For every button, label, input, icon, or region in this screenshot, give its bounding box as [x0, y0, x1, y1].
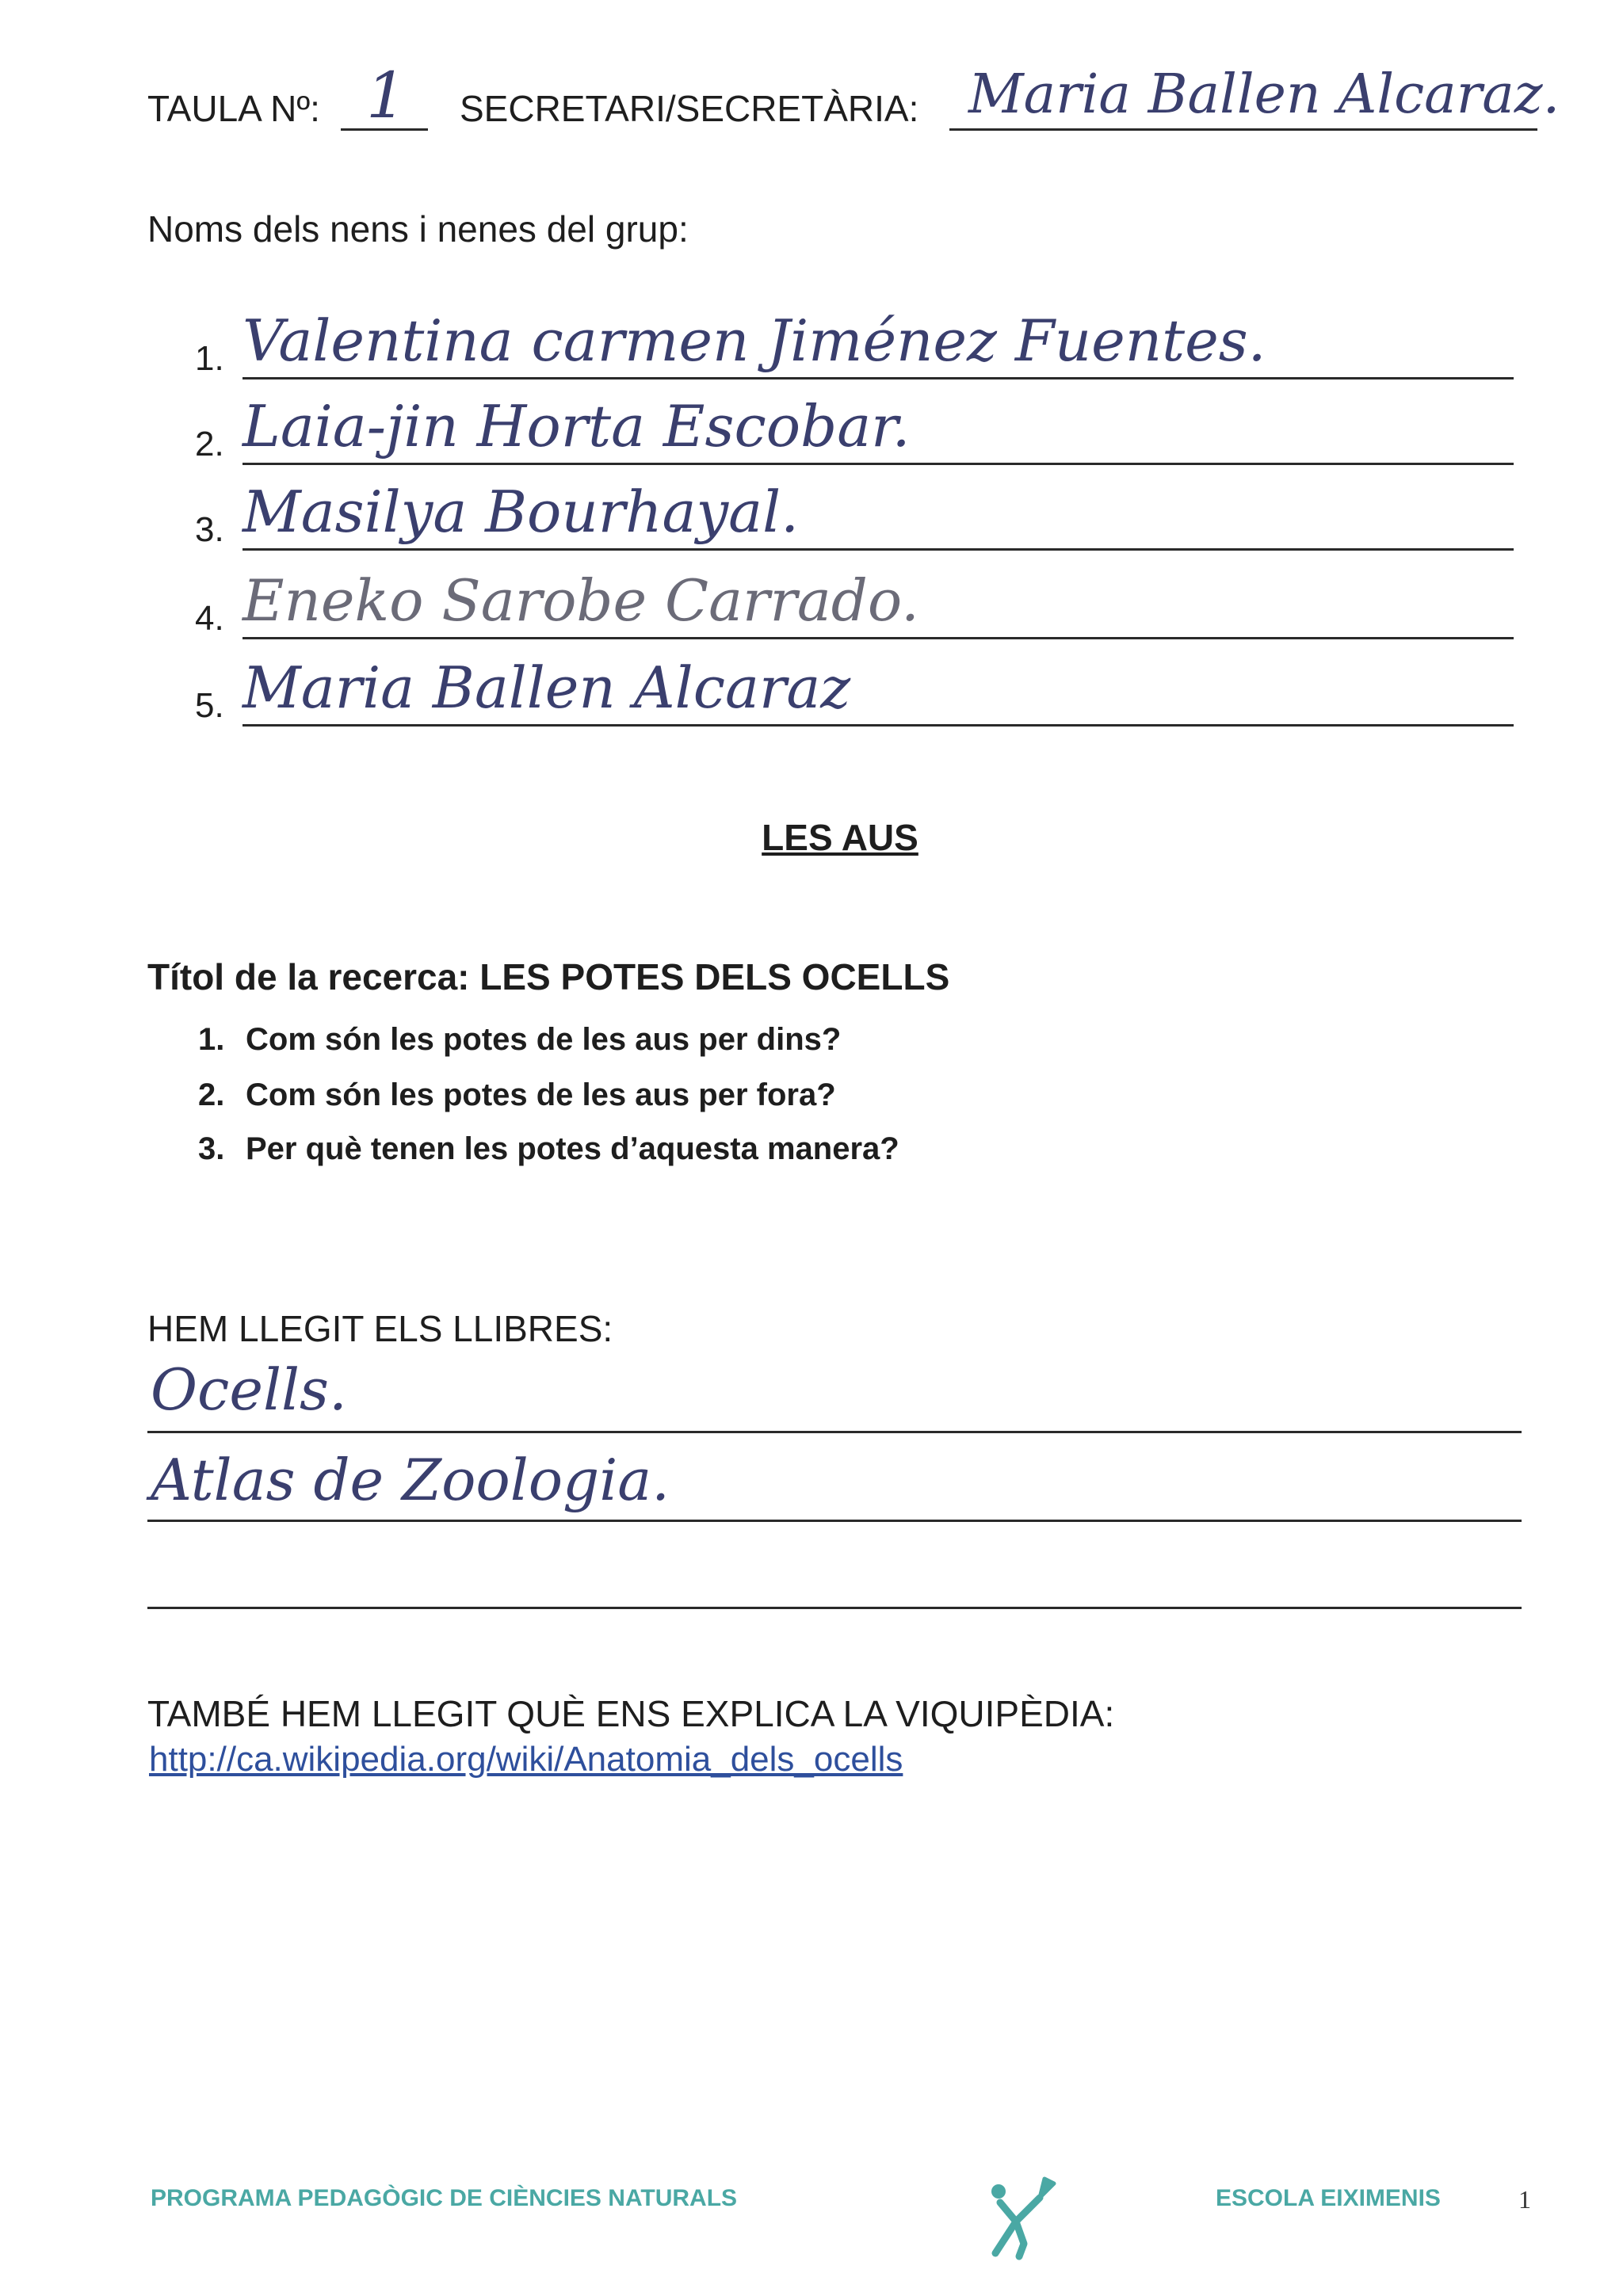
member-line: [242, 548, 1514, 551]
member-number: 3.: [195, 510, 224, 549]
question-text: Com són les potes de les aus per dins?: [246, 1022, 842, 1057]
kite-child-logo-icon: [972, 2168, 1067, 2263]
member-number: 1.: [195, 339, 224, 378]
member-line: [242, 724, 1514, 727]
member-name: Eneko Sarobe Carrado.: [242, 567, 919, 634]
group-members-label: Noms dels nens i nenes del grup:: [147, 208, 689, 250]
wikipedia-label: TAMBÉ HEM LLEGIT QUÈ ENS EXPLICA LA VIQUIPÈDIA:: [147, 1693, 1115, 1734]
research-question: [198, 1022, 841, 1058]
member-number: 2.: [195, 425, 224, 463]
book-line: [147, 1607, 1522, 1609]
page-title: LES AUS: [762, 817, 918, 858]
book-entry: Ocells.: [151, 1356, 347, 1423]
book-line: [147, 1520, 1522, 1522]
member-line: [242, 463, 1514, 465]
footer-school: ESCOLA EIXIMENIS: [1216, 2185, 1441, 2211]
book-line: [147, 1431, 1522, 1433]
secretary-label: SECRETARI/SECRETÀRIA:: [460, 88, 919, 129]
member-name: Laia-jin Horta Escobar.: [242, 393, 911, 460]
member-line: [242, 637, 1514, 639]
question-number: 3.: [198, 1131, 225, 1166]
question-number: 1.: [198, 1022, 225, 1057]
member-number: 5.: [195, 686, 224, 725]
question-text: Per què tenen les potes d’aquesta manera?: [246, 1131, 899, 1166]
question-text: Com són les potes de les aus per fora?: [246, 1077, 836, 1112]
research-title: Títol de la recerca: LES POTES DELS OCELLS: [147, 956, 950, 997]
research-question: [198, 1131, 899, 1167]
member-name: Maria Ballen Alcaraz: [242, 654, 851, 721]
books-label: HEM LLEGIT ELS LLIBRES:: [147, 1308, 613, 1349]
wikipedia-link[interactable]: http://ca.wikipedia.org/wiki/Anatomia_dels_ocells: [149, 1740, 903, 1779]
page-number: 1: [1518, 2185, 1531, 2214]
member-name: Masilya Bourhayal.: [242, 479, 799, 545]
table-number-label: TAULA Nº:: [147, 88, 320, 129]
member-line: [242, 377, 1514, 379]
member-number: 4.: [195, 599, 224, 638]
secretary-line: [949, 128, 1537, 131]
question-number: 2.: [198, 1077, 225, 1112]
table-number-value: 1: [366, 59, 407, 132]
member-name: Valentina carmen Jiménez Fuentes.: [242, 307, 1266, 374]
book-entry: Atlas de Zoologia.: [151, 1447, 670, 1513]
footer-program: PROGRAMA PEDAGÒGIC DE CIÈNCIES NATURALS: [151, 2185, 738, 2211]
secretary-value: Maria Ballen Alcaraz.: [968, 63, 1560, 126]
research-question: [198, 1077, 836, 1113]
